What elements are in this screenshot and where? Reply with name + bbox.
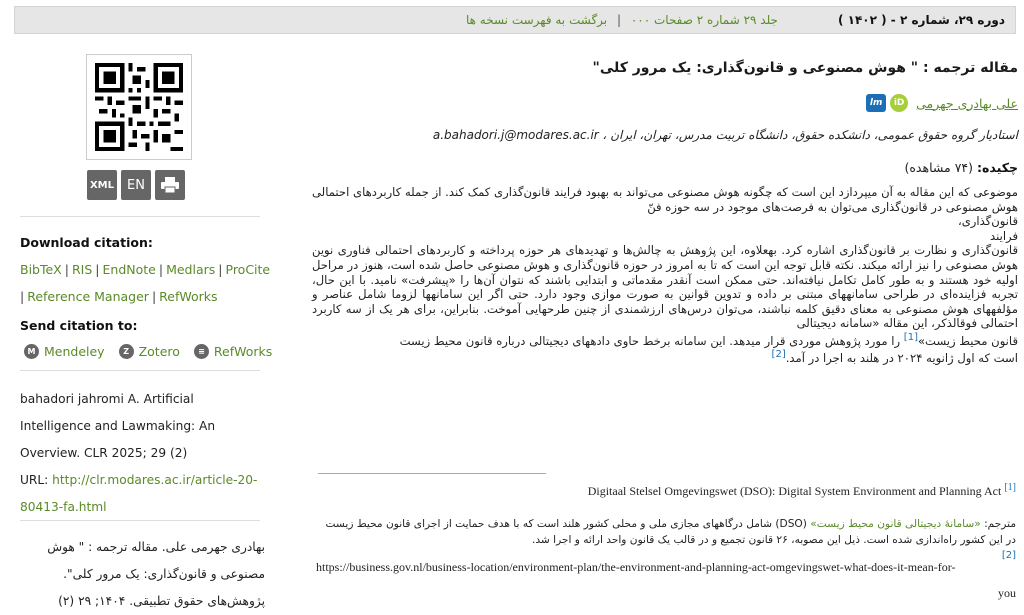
abstract-line: فرایند bbox=[990, 228, 1018, 243]
author-row bbox=[312, 94, 1018, 112]
abstract-line: موضوعی که این مقاله به آن میپردازد این است که چگونه هوش مصنوعی می‌تواند به بهبود فرایند قانون‌گذاری کمک کند. از جمله کاربردهای احتمالی هوش مصنوعی در قانون‌گذاری می‌توان به فرصت‌های موجود در سه حوزه فنّ bbox=[312, 185, 1018, 214]
author-link[interactable]: علی بهادری جهرمی bbox=[916, 95, 1018, 111]
abstract-line: است که اول ژانویه ۲۰۲۴ در هلند به اجرا در آمد. bbox=[785, 351, 1018, 366]
reference-manager-link[interactable]: Reference Manager bbox=[27, 289, 149, 304]
volume-link[interactable]: جلد ۲۹ شماره ۲ صفحات ۰۰۰ bbox=[630, 13, 778, 27]
orcid-icon[interactable]: iD bbox=[890, 94, 908, 112]
sidebar-divider bbox=[20, 370, 260, 371]
send-zotero[interactable] bbox=[119, 344, 180, 359]
refworks-icon: ≡ bbox=[194, 344, 209, 359]
sidebar-divider bbox=[20, 216, 260, 217]
footnote-translator-note bbox=[316, 516, 1016, 548]
view-count: (۷۴ مشاهده) bbox=[904, 160, 974, 175]
qr-code-image bbox=[95, 63, 183, 151]
article-url-link[interactable]: http://clr.modares.ac.ir/article-20-80413-fa.html bbox=[20, 473, 258, 514]
translator-prefix: مترجم: bbox=[984, 518, 1016, 530]
abstract-line: قانون‌گذاری، bbox=[957, 214, 1018, 229]
footnote-2-url[interactable]: https://business.gov.nl/business-location/environment-plan/the-environment-and-planning-act-omgevingswet-what-does-it-mean-for- bbox=[316, 560, 956, 574]
abstract-line-with-note bbox=[312, 331, 1018, 348]
footnote-2-mark[interactable]: [2] bbox=[1001, 550, 1016, 561]
english-version-button[interactable]: EN bbox=[121, 170, 151, 200]
translator-text: (DSO) شامل درگاههای مجازی ملی و محلی کشور هلند است که با هدف حمایت از اجرای قانون محیط زیست در این کشور راه‌اندازی شده است. ذیل این مصوبه، ۲۶ قانون تجمیع و در قالب یک قانون واحد ارائه و اجرا شد. bbox=[325, 518, 1016, 546]
export-tools bbox=[87, 170, 185, 200]
sidebar-divider bbox=[20, 520, 260, 521]
url-label: URL: bbox=[20, 473, 49, 487]
footnote-ref-1[interactable]: [1] bbox=[903, 331, 918, 343]
citation-persian: بهادری جهرمی علی. مقاله ترجمه : " هوش مصنوعی و قانون‌گذاری: یک مرور کلی". پژوهش‌های حقوق تطبیقی. ۱۴۰۴; ۲۹ (۲) bbox=[47, 540, 265, 608]
author-affiliation: استادیار گروه حقوق عمومی، دانشکده حقوق، دانشگاه تربیت مدرس، تهران، ایران ، a.bahadori.j@modares.ac.ir bbox=[432, 128, 1018, 142]
zotero-link[interactable]: Zotero bbox=[138, 344, 180, 359]
back-to-issues-link[interactable]: برگشت به فهرست نسخه ها bbox=[465, 13, 608, 27]
citation-english bbox=[20, 386, 265, 521]
send-citation-heading: Send citation to: bbox=[20, 318, 138, 333]
endnote-link[interactable]: EndNote bbox=[102, 262, 156, 277]
mendeley-icon: M bbox=[24, 344, 39, 359]
citation-english-text: bahadori jahromi A. Artificial Intelligence and Lawmaking: An Overview. CLR 2025; 29 (2) bbox=[20, 392, 216, 460]
procite-link[interactable]: ProCite bbox=[225, 262, 271, 277]
abstract-line: قانون‌گذاری و نظارت بر قانون‌گذاری اشاره کرد. بهعلاوه، این پژوهش به چالش‌ها و تهدیدهای هر حوزه پرداخته و کاربردهای احتمالی فناوری نوین هوش مصنوعی را نیز ارائه میکند. نکته قابل توجه این است که تا به امروز در حوزه قانون‌گذاری و هوش مصنوعی حاصل شده است، هنوز در مراحل اولیه خود هستند و به طور کامل تکامل نیافته‌اند. حتی ممکن است آنقدر مقدماتی و ابتدایی باشند که نتوان آن‌ها را «پیشرفت» نامید. با این حال، تجربه فزاینده‌ای در طراحی سامانههای مبتنی بر داده و تدوین قوانین به صورت موازی وجود دارد. حتی اگر این سامانهها لزوما شامل عناصر و مؤلفههای هوش مصنوعی به معنای دقیق کلمه نباشند، می‌توان درس‌های ارزشمندی از چنین طرحهایی آموخت. بنابراین، برای هر یک از سه کاربرد احتمالی فوقالذکر، این مقاله «سامانه دیجیتالی bbox=[312, 243, 1018, 331]
download-citation-links: BibTeX | RIS | EndNote | Medlars | ProCite | Reference Manager | RefWorks bbox=[20, 262, 271, 304]
article-title: مقاله ترجمه : " هوش مصنوعی و قانون‌گذاری: یک مرور کلی" bbox=[592, 60, 1018, 76]
lm-profile-icon[interactable]: lm bbox=[866, 94, 886, 112]
footnote-1 bbox=[588, 482, 1016, 499]
refworks-link[interactable]: RefWorks bbox=[159, 289, 218, 304]
ris-link[interactable]: RIS bbox=[71, 262, 93, 277]
abstract-text bbox=[312, 185, 1018, 366]
footnote-1-mark[interactable]: [1] bbox=[1004, 482, 1016, 493]
xml-export-button[interactable]: XML bbox=[87, 170, 117, 200]
abstract-line: را مورد پژوهش موردی قرار میدهد. این سامانه برخط حاوی دادههای دیجیتالی درباره قانون محیط زیست bbox=[399, 333, 901, 348]
print-icon[interactable] bbox=[155, 170, 185, 200]
footnote-ref-2[interactable]: [2] bbox=[771, 349, 786, 361]
medlars-link[interactable]: Medlars bbox=[166, 262, 216, 277]
abstract-line: قانون محیط زیست» bbox=[917, 333, 1018, 348]
separator: | bbox=[616, 13, 621, 27]
issue-label: دوره ۲۹، شماره ۲ - ( ۱۴۰۲ ) bbox=[837, 13, 1005, 27]
download-citation-heading: Download citation: bbox=[20, 235, 153, 250]
printer-icon bbox=[160, 176, 180, 194]
qr-code bbox=[86, 54, 192, 160]
send-mendeley[interactable] bbox=[24, 344, 105, 359]
send-citation-links bbox=[24, 344, 272, 359]
abstract-label: چکیده: bbox=[977, 160, 1018, 175]
zotero-icon: Z bbox=[119, 344, 134, 359]
mendeley-link[interactable]: Mendeley bbox=[44, 344, 105, 359]
article-main bbox=[312, 50, 1018, 366]
abstract-line-with-note bbox=[312, 348, 1018, 365]
footnote-2-url-end[interactable]: you bbox=[998, 586, 1016, 600]
refworks-send-link[interactable]: RefWorks bbox=[213, 344, 273, 359]
issue-links bbox=[466, 13, 778, 27]
bibtex-link[interactable]: BibTeX bbox=[20, 262, 62, 277]
translator-highlight: «سامانۀ دیجیتالی قانون محیط زیست» bbox=[810, 518, 981, 530]
abstract-header bbox=[312, 160, 1018, 175]
footnote-divider bbox=[318, 473, 546, 474]
footnote-1-text: Digitaal Stelsel Omgevingswet (DSO): Digital System Environment and Planning Act bbox=[587, 484, 1002, 498]
issue-bar bbox=[14, 6, 1016, 34]
send-refworks[interactable] bbox=[194, 344, 272, 359]
